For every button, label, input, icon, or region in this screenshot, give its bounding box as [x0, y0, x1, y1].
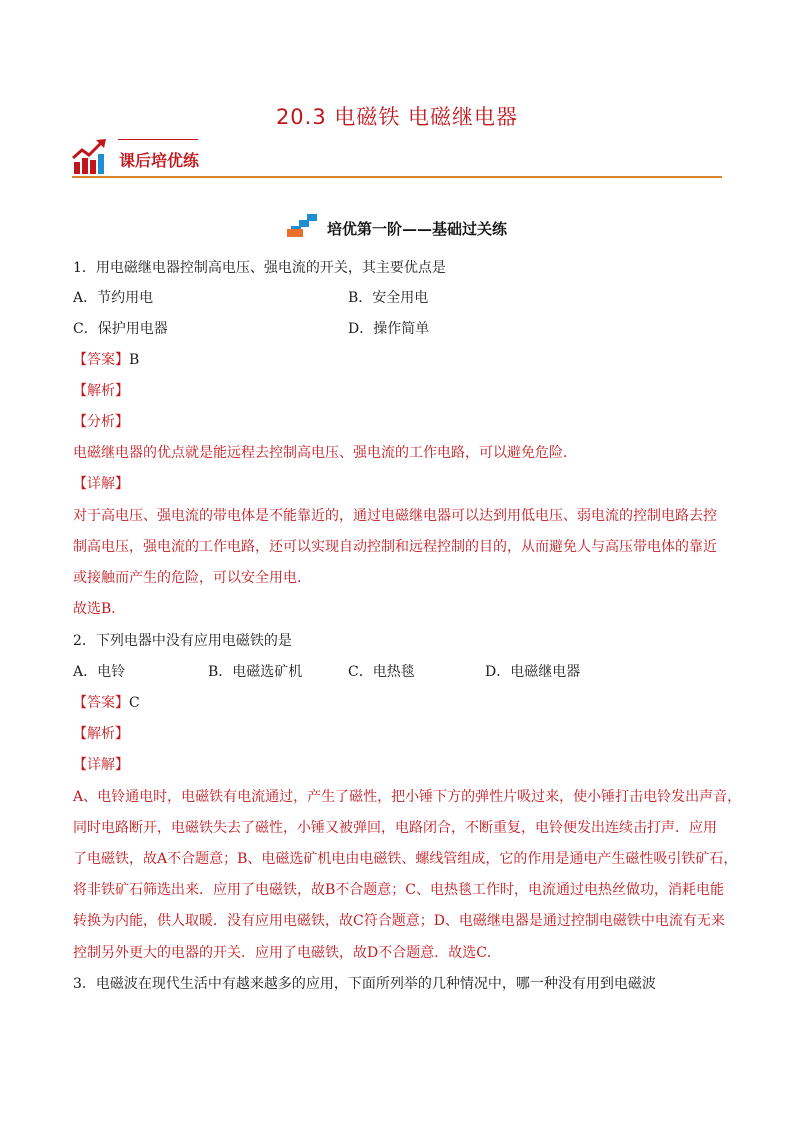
- option-c: C．电热毯: [348, 664, 415, 680]
- stairs-icon: [287, 214, 319, 238]
- section-divider: [72, 176, 722, 178]
- growth-chart-icon: [72, 138, 108, 176]
- question-1-detail-line: 或接触而产生的危险，可以安全用电．: [73, 570, 311, 586]
- question-2-answer: [73, 693, 723, 713]
- option-d: D．操作简单: [348, 321, 430, 337]
- page-title: 20.3 电磁铁 电磁继电器: [275, 105, 519, 129]
- answer-value: B: [129, 352, 140, 368]
- question-2-detail-line: 同时电路断开，电磁铁失去了磁性，小锤又被弹回，电路闭合，不断重复，电铃便发出连续击打声．应用: [73, 820, 717, 836]
- option-d: D．电磁继电器: [485, 664, 581, 680]
- subsection-label: 培优第一阶——基础过关练: [326, 220, 507, 238]
- option-a: A．电铃: [73, 664, 126, 680]
- question-3-stem: 3．电磁波在现代生活中有越来越多的应用，下面所列举的几种情况中，哪一种没有用到电磁波: [73, 976, 656, 992]
- question-1-detail-line: 制高电压，强电流的工作电路，还可以实现自动控制和远程控制的目的，从而避免人与高压带电体的靠近: [73, 539, 717, 555]
- option-a: A．节约用电: [73, 290, 154, 306]
- answer-value: C: [129, 695, 140, 711]
- question-2-analysis-tag: 【解析】: [73, 726, 129, 742]
- option-c: C．保护用电器: [73, 321, 168, 337]
- question-2-detail-line: A、电铃通电时，电磁铁有电流通过，产生了磁性，把小锤下方的弹性片吸过来，使小锤打击电铃发出声音，: [73, 789, 742, 805]
- question-1-fenxi-tag: 【分析】: [73, 414, 129, 430]
- question-1-analysis-tag: 【解析】: [73, 383, 129, 399]
- section-header: [72, 134, 722, 178]
- question-1-stem: 1．用电磁继电器控制高电压、强电流的开关，其主要优点是: [73, 260, 446, 276]
- option-b: B．电磁选矿机: [208, 664, 303, 680]
- question-1-detail-tag: 【详解】: [73, 476, 129, 492]
- question-1-answer: [73, 350, 723, 370]
- question-2-stem: 2．下列电器中没有应用电磁铁的是: [73, 633, 292, 649]
- question-1-detail-line: 对于高电压、强电流的带电体是不能靠近的，通过电磁继电器可以达到用低电压、弱电流的控制电路去控: [73, 508, 717, 524]
- section-label: 课后培优练: [119, 151, 200, 170]
- question-2-detail-tag: 【详解】: [73, 757, 129, 773]
- header-accent-line: [118, 139, 198, 140]
- question-2-detail-line: 了电磁铁，故A不合题意；B、电磁选矿机电由电磁铁、螺线管组成，它的作用是通电产生磁性吸引铁矿石，: [73, 851, 738, 867]
- question-2-detail-line: 将非铁矿石筛选出来．应用了电磁铁，故B不合题意；C、电热毯工作时，电流通过电热丝做功，消耗电能: [73, 882, 724, 898]
- question-2-detail-line: 控制另外更大的电器的开关．应用了电磁铁，故D不合题意．故选C．: [73, 945, 501, 961]
- question-2-detail-line: 转换为内能，供人取暖．没有应用电磁铁，故C符合题意；D、电磁继电器是通过控制电磁铁中电流有无来: [73, 913, 725, 929]
- question-1-fenxi-text: 电磁继电器的优点就是能远程去控制高电压、强电流的工作电路，可以避免危险．: [73, 445, 577, 461]
- option-b: B．安全用电: [348, 290, 429, 306]
- answer-tag: 【答案】: [73, 352, 129, 368]
- subsection-title: [0, 214, 794, 239]
- answer-tag: 【答案】: [73, 695, 129, 711]
- question-1-conclusion: 故选B．: [73, 601, 126, 617]
